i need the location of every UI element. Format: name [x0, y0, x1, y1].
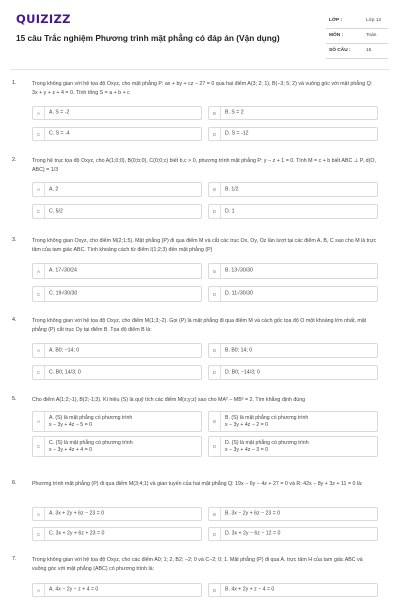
option-b[interactable] [208, 263, 378, 279]
option-letter: B [209, 107, 221, 119]
option-letter: B [209, 584, 221, 596]
meta-row-class [326, 14, 388, 29]
option-letter: C [33, 205, 45, 218]
option-letter: D [209, 366, 221, 379]
meta-row-subject [326, 29, 388, 44]
option-letter: A [33, 107, 45, 119]
option-text: C. B0; 14/3; 0 [49, 369, 81, 375]
option-letter: C [33, 437, 45, 456]
option-text: D. (S) là mặt phẳng có phương trình x − 3y + 4z − 3 = 0 [225, 439, 309, 453]
option-letter: D [209, 205, 221, 218]
option-letter: C [33, 287, 45, 301]
option-letter: D [209, 437, 221, 456]
question-text: Trong hệ trục tọa độ Oxyz, cho A(1;0;0), B(0;b;0), C(0;0;c) biết b,c > 0, phương trình mặt phẳng P: y − z + 1 = 0. Tính M = c + b biết ABC ⊥ P, d(O, ABC) = 1/3 [32, 158, 376, 173]
option-text: D. 1 [225, 208, 235, 214]
option-text: B. 1/2 [225, 186, 239, 192]
question-number: 7. [12, 556, 17, 562]
option-letter: C [33, 366, 45, 379]
option-text: A. (S) là mặt phẳng có phương trình x − 3y + 4z − 5 = 0 [49, 414, 133, 428]
option-b[interactable] [208, 343, 378, 358]
meta-label: SỐ CÂU : [329, 48, 351, 53]
option-d[interactable] [208, 127, 378, 141]
question-number: 2. [12, 157, 17, 163]
option-letter: A [33, 344, 45, 357]
quizizz-logo: QUIZIZZ [16, 12, 71, 26]
question-text: Phương trình mặt phẳng (P) đi qua điểm M(3;4;1) và giao tuyến của hai mặt phẳng Q: 19x − 6y − 4z + 27 = 0 và R: 42x − 8y + 3z + 11 = 0 là: [32, 481, 363, 487]
option-text: B. 13√30/30 [225, 267, 253, 274]
meta-label: MÔN : [329, 33, 344, 38]
option-text: B. B0; 14; 0 [225, 347, 253, 353]
option-a[interactable] [32, 507, 202, 521]
option-d[interactable] [208, 436, 378, 457]
option-text: D. 3x + 2y − 6z − 12 = 0 [225, 530, 281, 537]
option-letter: B [209, 412, 221, 431]
option-text: A. 2 [49, 186, 59, 192]
question-text: Cho điểm A(1;2;-1), B(2;-1;3). Kí hiệu (S) là quỹ tích các điểm M(x;y;z) sao cho MA² − MB² = 2. Tìm khẳng định đúng [32, 397, 306, 403]
question-text: Trong không gian với hệ tọa độ Oxyz, cho các điểm A0; 1; 2, B2; −2; 0 và C−2; 0; 1. Mặt phẳng (P) đi qua A, trực tâm H của tam giác ABC và vuông góc với mặt phẳng (ABC) có phương trình là: [32, 557, 363, 572]
option-a[interactable] [32, 343, 202, 358]
option-letter: B [209, 264, 221, 278]
option-letter: B [209, 344, 221, 357]
option-letter: B [209, 508, 221, 520]
option-c[interactable] [32, 127, 202, 141]
option-b[interactable] [208, 411, 378, 432]
option-text: C. (S) là mặt phẳng có phương trình x − 3y + 4z + 4 = 0 [49, 439, 133, 453]
question-number: 1. [12, 80, 17, 86]
option-text: B. 4x + 2y + z − 4 = 0 [225, 586, 275, 593]
meta-value: Toán [366, 33, 377, 38]
question-number: 5. [12, 396, 17, 402]
option-b[interactable] [208, 507, 378, 521]
option-text: A. S = -2 [49, 109, 70, 116]
meta-row-count [326, 44, 388, 59]
option-c[interactable] [32, 286, 202, 302]
page-header [0, 0, 400, 62]
option-letter: D [209, 128, 221, 140]
question-number: 3. [12, 237, 17, 243]
option-text: C. 19√30/30 [49, 290, 78, 297]
question-text: Trong không gian Oxyz, cho điểm M(2;1;5). Mặt phẳng (P) đi qua điểm M và cắt các trục Ox, Oy, Oz lần lượt tại các điểm A, B, C sao cho M là trực tâm của tam giác ABC. Tính khoảng cách từ điểm I(1;2;3) đến mặt phẳng (P) [32, 238, 377, 253]
option-letter: D [209, 287, 221, 301]
option-letter: A [33, 183, 45, 196]
option-text: D. S = -12 [225, 130, 249, 137]
meta-value: Lớp 12 [366, 18, 382, 23]
option-c[interactable] [32, 527, 202, 541]
option-text: A. 4x − 2y − z + 4 = 0 [49, 586, 99, 593]
option-b[interactable] [208, 106, 378, 120]
option-d[interactable] [208, 286, 378, 302]
question-text: Trong không gian với hệ tọa độ Oxyz, cho điểm M(1;3;-2). Gọi (P) là mặt phẳng đi qua điểm M và cách gốc tọa độ O một khoảng lớn nhất, mặt phẳng (P) cắt trục Oy tại điểm B. Tọa độ điểm B là: [32, 318, 367, 333]
option-text: C. S = -4 [49, 130, 70, 137]
page-title: 15 câu Trắc nghiệm Phương trình mặt phẳng có đáp án (Vận dụng) [16, 33, 280, 43]
option-text: B. S = 2 [225, 109, 244, 116]
option-d[interactable] [208, 204, 378, 219]
option-text: A. B0; −14; 0 [49, 347, 80, 353]
option-d[interactable] [208, 527, 378, 541]
option-letter: C [33, 128, 45, 140]
option-letter: D [209, 528, 221, 540]
option-text: D. 11√30/30 [225, 290, 253, 297]
option-letter: A [33, 264, 45, 278]
option-c[interactable] [32, 204, 202, 219]
option-letter: A [33, 508, 45, 520]
option-b[interactable] [208, 583, 378, 597]
option-text: A. 17√30/24 [49, 267, 77, 274]
option-a[interactable] [32, 182, 202, 197]
option-c[interactable] [32, 436, 202, 457]
question-number: 6. [12, 480, 17, 486]
option-letter: A [33, 412, 45, 431]
option-text: D. B0; −14/3; 0 [225, 369, 260, 375]
meta-value: 15 [366, 48, 372, 53]
option-text: A. 3x + 2y + 6z − 23 = 0 [49, 510, 105, 517]
option-a[interactable] [32, 583, 202, 597]
option-letter: C [33, 528, 45, 540]
meta-label: LỚP : [329, 18, 343, 23]
option-b[interactable] [208, 182, 378, 197]
header-divider [10, 69, 390, 70]
option-text: C. 5/2 [49, 208, 63, 214]
option-letter: B [209, 183, 221, 196]
option-text: C. 3x + 2y + 6z + 23 = 0 [49, 530, 105, 537]
option-letter: A [33, 584, 45, 596]
question-number: 4. [12, 317, 17, 323]
option-a[interactable] [32, 263, 202, 279]
option-a[interactable] [32, 411, 202, 432]
option-text: B. (S) là mặt phẳng có phương trình x − 3y + 4z − 2 = 0 [225, 414, 309, 428]
option-text: B. 3x − 2y + 6z − 23 = 0 [225, 510, 281, 517]
option-c[interactable] [32, 365, 202, 380]
option-d[interactable] [208, 365, 378, 380]
question-text: Trong không gian với hệ tọa độ Oxyz, cho mặt phẳng P: ax + by + cz − 27 = 0 qua hai điểm A(3; 2; 1), B(−3; 5; 2) và vuông góc với mặt phẳng Q: 3x + y + z + 4 = 0. Tính tổng S = a + b + c [32, 81, 373, 96]
option-a[interactable] [32, 106, 202, 120]
